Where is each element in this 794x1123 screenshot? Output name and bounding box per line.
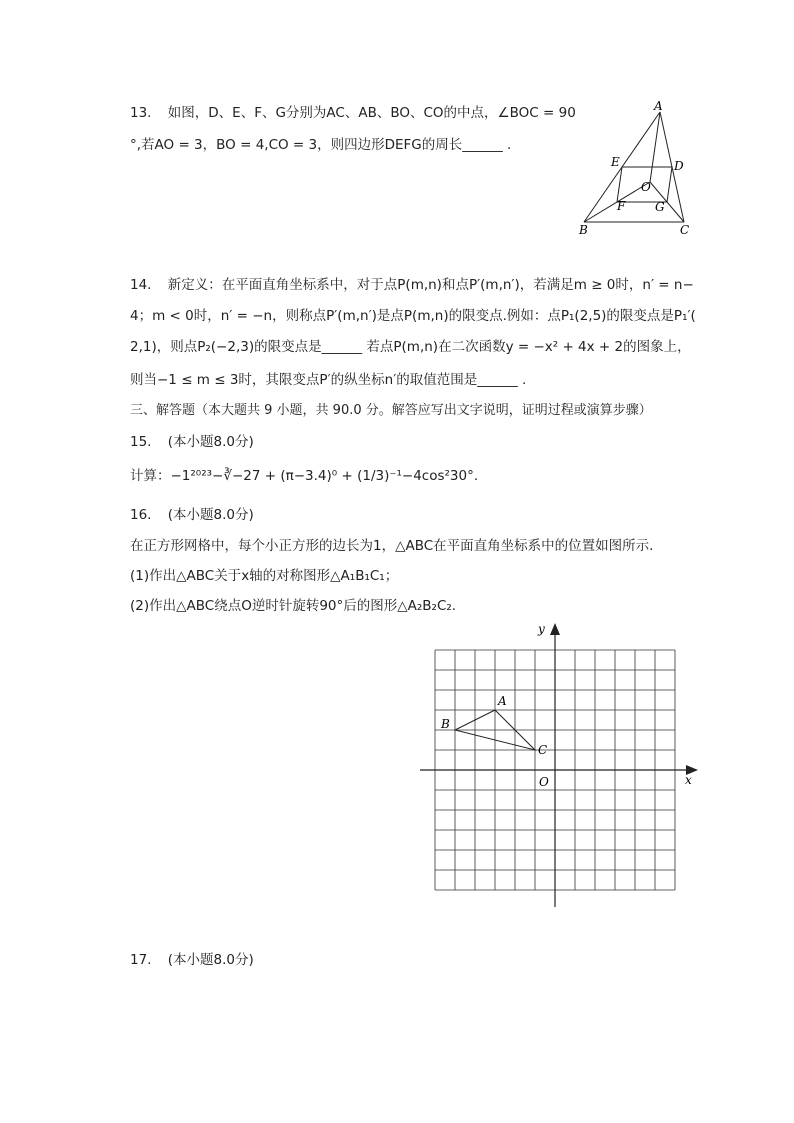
point-label-B: B — [441, 717, 450, 731]
q13-line-2 — [130, 136, 511, 154]
q13-text-1: 如图，D、E、F、G分别为AC、AB、BO、CO的中点，∠BOC = 90 — [167, 105, 576, 121]
label-F: F — [617, 199, 626, 213]
label-C: C — [680, 223, 690, 237]
point-label-A: A — [498, 694, 507, 708]
q14-line-4 — [130, 371, 526, 389]
q16-line-1 — [130, 537, 653, 555]
question-points: (本小题8.0分) — [167, 434, 254, 450]
q14-text-2: 4；m < 0时，n′ = −n，则称点P′(m,n′)是点P(m,n)的限变点.例如：点P₁(2,5)的限变点是P₁′( — [130, 308, 696, 324]
question-number: 13. — [130, 105, 152, 121]
q14-line-2 — [130, 307, 696, 325]
question-points: (本小题8.0分) — [167, 952, 254, 968]
y-axis-label: y — [538, 622, 545, 636]
coordinate-grid-figure — [410, 615, 710, 915]
q13-line-1 — [130, 104, 576, 122]
q16-text-3: (2)作出△ABC绕点O逆时针旋转90°后的图形△A₂B₂C₂. — [130, 598, 457, 614]
question-number: 17. — [130, 952, 152, 968]
q16-line-3 — [130, 597, 456, 615]
q16-header — [130, 506, 254, 524]
question-points: (本小题8.0分) — [167, 507, 254, 523]
q15-header — [130, 433, 254, 451]
point-label-C: C — [538, 743, 548, 757]
q16-text-1: 在正方形网格中，每个小正方形的边长为1，△ABC在平面直角坐标系中的位置如图所示. — [130, 538, 654, 554]
q14-text-3: 2,1)，则点P₂(−2,3)的限变点是______ 若点P(m,n)在二次函数y = −x² + 4x + 2的图象上， — [130, 339, 691, 355]
label-G: G — [655, 200, 665, 214]
q14-line-3 — [130, 338, 691, 356]
label-B: B — [579, 223, 588, 237]
q14-line-1 — [130, 276, 694, 294]
q15-expression — [130, 467, 478, 485]
question-number: 15. — [130, 434, 152, 450]
axes — [420, 623, 698, 907]
segment-AO — [650, 112, 660, 182]
label-O: O — [641, 180, 651, 194]
origin-label: O — [539, 775, 549, 789]
q15-expr: 计算：−1²⁰²³−∛−27 + (π−3.4)⁰ + (1/3)⁻¹−4cos²30°. — [130, 468, 479, 484]
question-number: 16. — [130, 507, 152, 523]
label-A: A — [654, 100, 663, 113]
label-D: D — [674, 159, 684, 173]
section-title: 三、解答题（本大题共 9 小题，共 90.0 分。解答应写出文字说明，证明过程或演算步骤） — [130, 403, 652, 418]
q14-text-1: 新定义：在平面直角坐标系中，对于点P(m,n)和点P′(m,n′)，若满足m ≥ 0时，n′ = n− — [167, 277, 694, 293]
x-axis-label: x — [685, 773, 692, 787]
q16-line-2 — [130, 567, 398, 585]
q13-text-2: °,若AO = 3，BO = 4,CO = 3，则四边形DEFG的周长______ . — [130, 137, 512, 153]
q13-figure — [570, 100, 700, 240]
section-heading — [130, 402, 652, 420]
y-axis-arrow-icon — [550, 623, 560, 635]
q16-text-2: (1)作出△ABC关于x轴的对称图形△A₁B₁C₁； — [130, 568, 399, 584]
q14-text-4: 则当−1 ≤ m ≤ 3时，其限变点P′的纵坐标n′的取值范围是______ . — [130, 372, 527, 388]
q17-header — [130, 951, 254, 969]
question-number: 14. — [130, 277, 152, 293]
label-E: E — [611, 155, 620, 169]
